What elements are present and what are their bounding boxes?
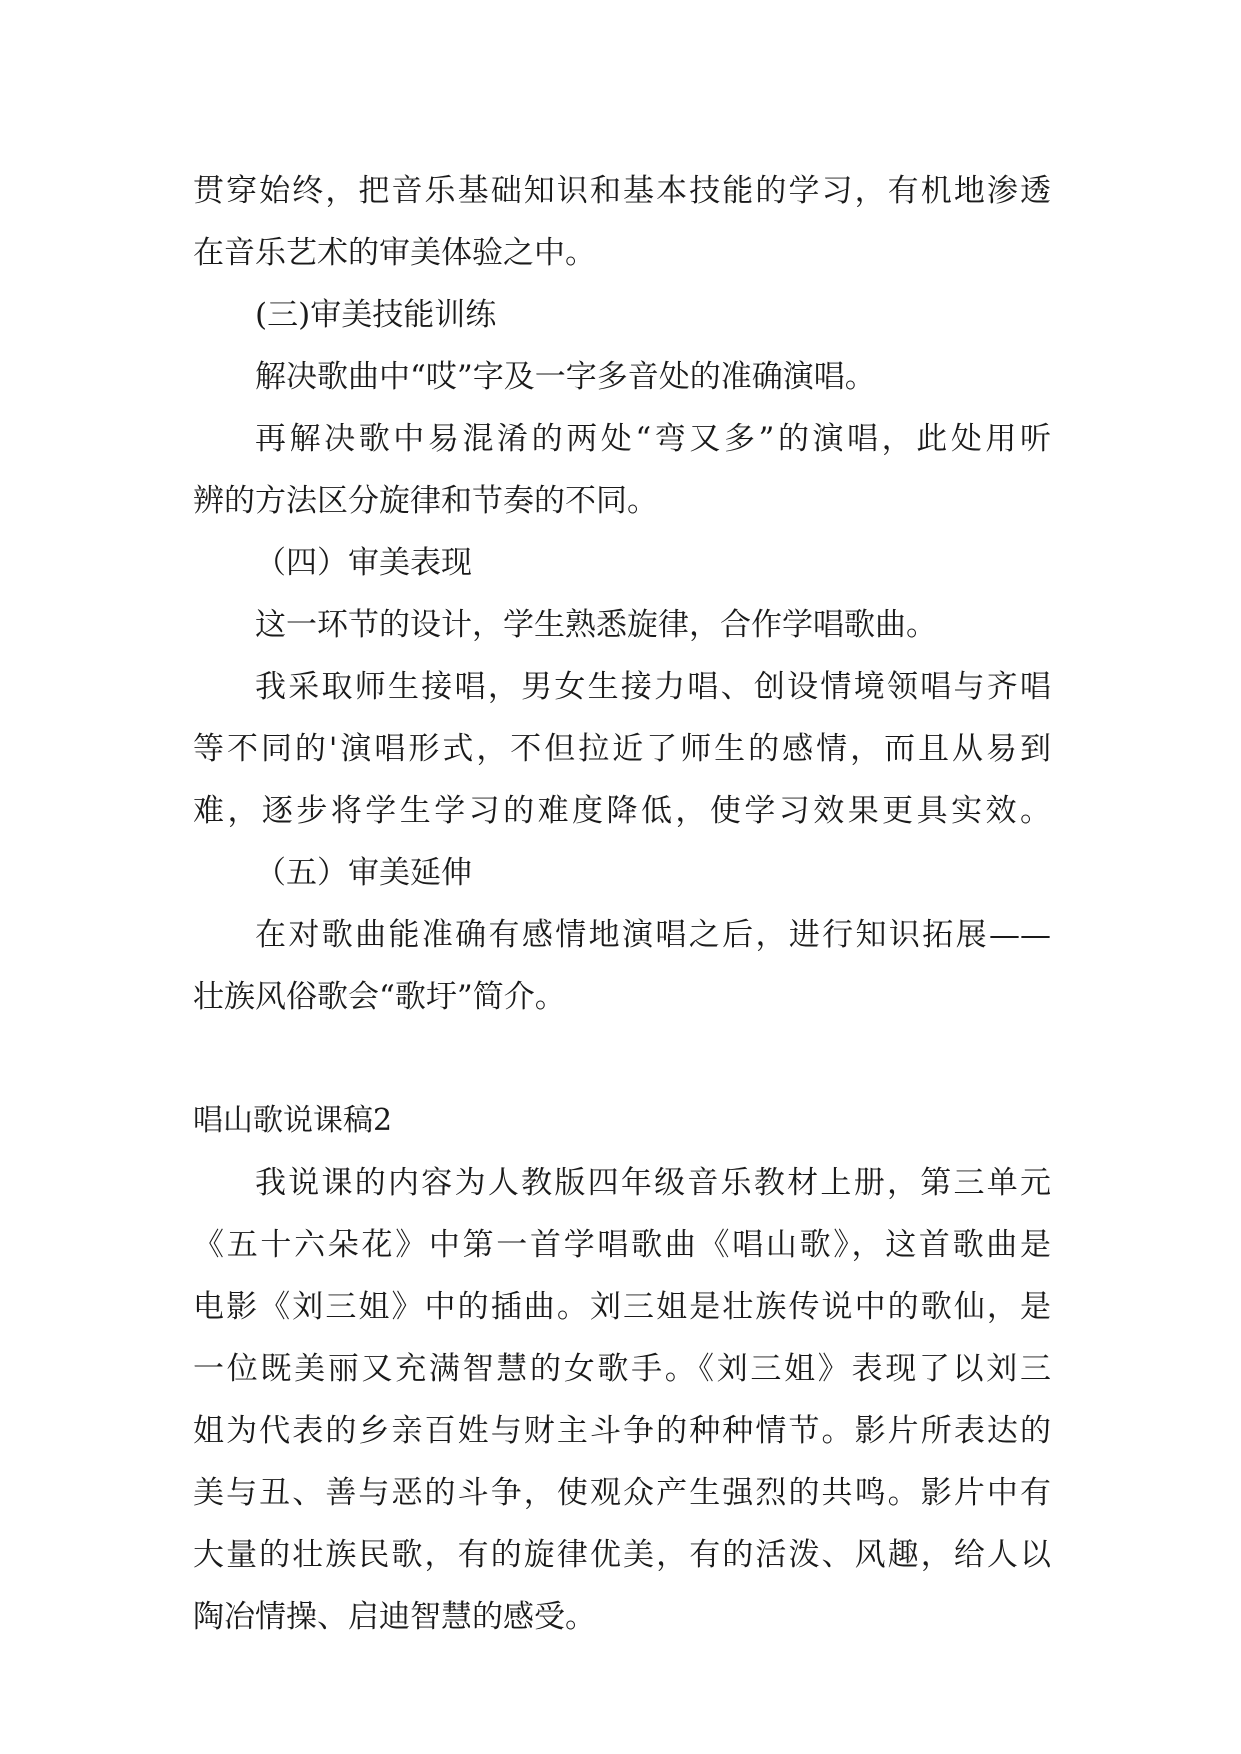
paragraph-line: 在音乐艺术的审美体验之中。	[193, 235, 596, 271]
paragraph-line: 大量的壮族民歌，有的旋律优美，有的活泼、风趣，给人以	[193, 1537, 1051, 1573]
paragraph-line: 我采取师生接唱，男女生接力唱、创设情境领唱与齐唱	[255, 669, 1051, 705]
paragraph-line: 美与丑、善与恶的斗争，使观众产生强烈的共鸣。影片中有	[193, 1475, 1051, 1511]
document-body	[193, 160, 1051, 1648]
paragraph-line: 贯穿始终，把音乐基础知识和基本技能的学习，有机地渗透	[193, 173, 1051, 209]
paragraph-line: 《五十六朵花》中第一首学唱歌曲《唱山歌》，这首歌曲是	[193, 1227, 1051, 1263]
paragraph-line: 辨的方法区分旋律和节奏的不同。	[193, 483, 658, 519]
paragraph-line: 陶冶情操、启迪智慧的感受。	[193, 1599, 596, 1635]
section-heading-3: (三)审美技能训练	[255, 297, 497, 333]
paragraph-line: 等不同的'演唱形式，不但拉近了师生的感情，而且从易到	[193, 731, 1051, 767]
paragraph-line: 姐为代表的乡亲百姓与财主斗争的种种情节。影片所表达的	[193, 1413, 1051, 1449]
section-heading-4: （四）审美表现	[255, 545, 472, 581]
paragraph-line: 在对歌曲能准确有感情地演唱之后，进行知识拓展——	[255, 917, 1051, 953]
paragraph-line: 这一环节的设计，学生熟悉旋律，合作学唱歌曲。	[255, 607, 937, 643]
paragraph-line: 一位既美丽又充满智慧的女歌手。《刘三姐》表现了以刘三	[193, 1351, 1051, 1387]
paragraph-line: 解决歌曲中“哎”字及一字多音处的准确演唱。	[255, 359, 876, 395]
paragraph-line: 再解决歌中易混淆的两处“弯又多”的演唱，此处用听	[255, 421, 1051, 457]
paragraph-line: 壮族风俗歌会“歌圩”简介。	[193, 979, 566, 1015]
paragraph-line: 电影《刘三姐》中的插曲。刘三姐是壮族传说中的歌仙，是	[193, 1289, 1051, 1325]
section-spacer	[193, 1028, 1051, 1090]
section-heading-5: （五）审美延伸	[255, 855, 472, 891]
paragraph-line: 难，逐步将学生学习的难度降低，使学习效果更具实效。	[193, 793, 1051, 829]
paragraph-line: 我说课的内容为人教版四年级音乐教材上册，第三单元	[255, 1165, 1051, 1201]
document-title: 唱山歌说课稿2	[193, 1103, 393, 1138]
